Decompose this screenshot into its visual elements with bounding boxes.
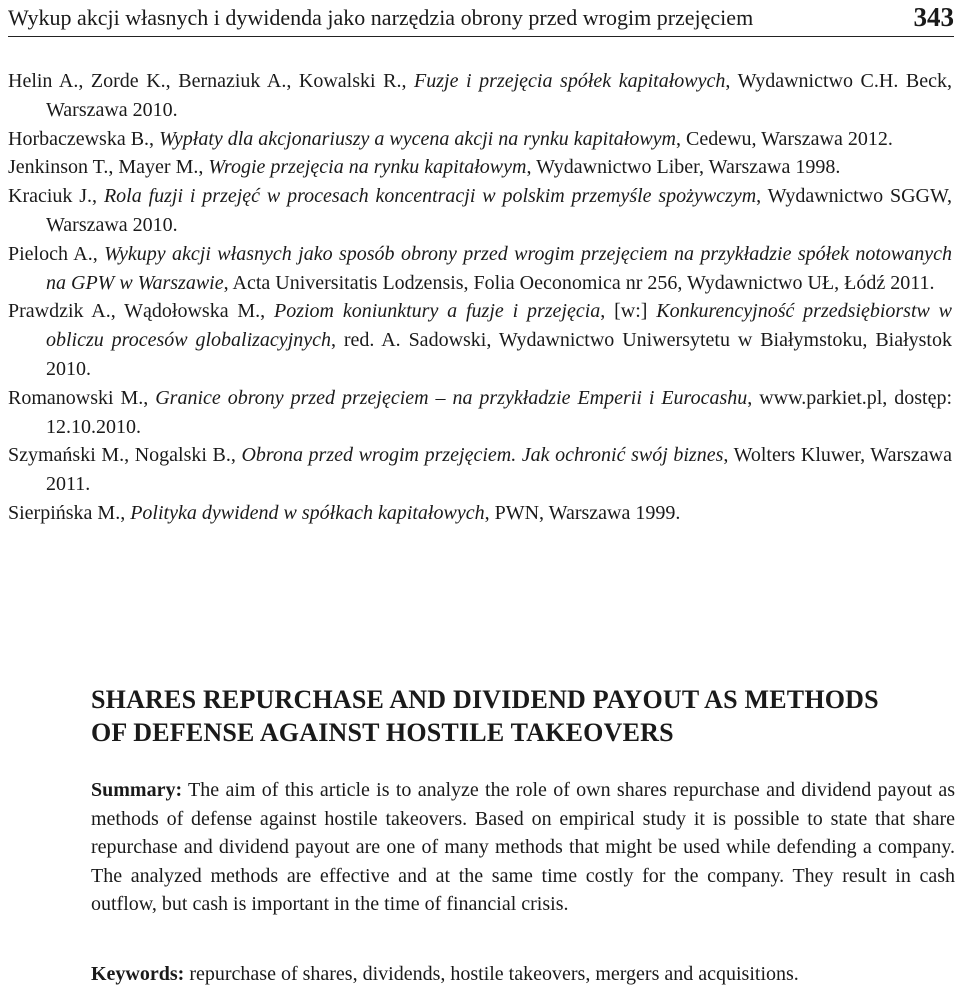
entry-publisher: , PWN, Warszawa 1999. (484, 501, 681, 524)
keywords-paragraph (91, 960, 955, 988)
entry-title: Wrogie przejęcia na rynku kapitałowym (208, 156, 527, 179)
summary-text: The aim of this article is to analyze the role of own shares repurchase and dividend payout as methods of defense against hostile takeovers. Based on empirical study it is possible to state that share repurchase and dividend payout are one of many methods that might be used while defending a company. The analyzed methods are effective and at the same time costly for the company. They result in cash outflow, but cash is important in the time of financial crisis. (91, 779, 955, 916)
entry-publisher: , Wydawnictwo Liber, Warszawa 1998. (526, 156, 841, 179)
article-title (91, 683, 921, 749)
bibliography-entry (8, 499, 952, 528)
entry-title: Wykupy akcji własnych jako sposób obrony przed wrogim przejęciem na przykładzie spółek notowanych na GPW w Warszawie (46, 242, 952, 294)
entry-authors: Jenkinson T., Mayer M., (8, 156, 209, 179)
bibliography-entry (8, 182, 952, 240)
bibliography-entry (8, 67, 952, 125)
entry-authors: Sierpińska M., (8, 501, 131, 524)
page-number: 343 (913, 2, 954, 32)
entry-book-title: Konkurencyjność przedsiębiorstw w obliczu procesów globalizacyjnych (46, 300, 953, 352)
entry-title: Poziom koniunktury a fuzje i przejęcia (274, 300, 601, 323)
entry-publisher: , Acta Universitatis Lodzensis, Folia Oeconomica nr 256, Wydawnictwo UŁ, Łódź 2011. (223, 271, 935, 294)
bibliography (8, 67, 952, 528)
entry-title: Wypłaty dla akcjonariuszy a wycena akcji na rynku kapitałowym (159, 127, 676, 150)
entry-authors: Helin A., Zorde K., Bernaziuk A., Kowalski R., (8, 70, 415, 92)
entry-title: Fuzje i przejęcia spółek kapitałowych (414, 70, 726, 92)
running-head (8, 2, 954, 37)
entry-authors: Romanowski M., (8, 386, 156, 409)
entry-publisher: , Wydawnictwo C.H. Beck, Warszawa 2010. (46, 70, 953, 121)
running-head-title: Wykup akcji własnych i dywidenda jako narzędzia obrony przed wrogim przejęciem (8, 5, 754, 30)
entry-title: Granice obrony przed przejęciem – na przykładzie Emperii i Eurocashu (155, 386, 748, 409)
entry-in-marker: , [w:] (600, 300, 657, 323)
bibliography-entry (8, 153, 952, 182)
entry-title: Polityka dywidend w spółkach kapitałowych (130, 501, 485, 524)
entry-authors: Prawdzik A., Wądołowska M., (8, 300, 274, 323)
entry-authors: Pieloch A., (8, 242, 105, 265)
keywords-label: Keywords: (91, 963, 185, 985)
entry-publisher: , Wydawnictwo SGGW, Warszawa 2010. (46, 185, 953, 236)
bibliography-entry (8, 384, 952, 442)
entry-publisher: , Cedewu, Warszawa 2012. (676, 127, 893, 150)
entry-authors: Horbaczewska B., (8, 127, 160, 150)
entry-title: Obrona przed wrogim przejęciem. Jak ochronić swój biznes (241, 444, 724, 467)
bibliography-entry (8, 297, 952, 383)
entry-publisher: , red. A. Sadowski, Wydawnictwo Uniwersytetu w Białymstoku, Białystok 2010. (46, 329, 952, 380)
keywords-text: repurchase of shares, dividends, hostile takeovers, mergers and acquisitions. (184, 963, 799, 985)
entry-publisher: , Wolters Kluwer, Warszawa 2011. (46, 444, 952, 496)
bibliography-entry (8, 441, 952, 499)
entry-title: Rola fuzji i przejęć w procesach koncentracji w polskim przemyśle spożywczym (103, 185, 757, 208)
entry-authors: Kraciuk J., (8, 185, 104, 208)
bibliography-entry (8, 125, 952, 154)
summary-label: Summary: (91, 779, 183, 801)
entry-publisher: , www.parkiet.pl, dostęp: 12.10.2010. (46, 386, 953, 438)
entry-authors: Szymański M., Nogalski B., (8, 444, 242, 467)
bibliography-entry (8, 240, 952, 298)
summary-paragraph (91, 776, 955, 919)
article-title-line-2: OF DEFENSE AGAINST HOSTILE TAKEOVERS (91, 718, 674, 747)
article-title-line-1: SHARES REPURCHASE AND DIVIDEND PAYOUT AS METHODS (91, 685, 879, 714)
